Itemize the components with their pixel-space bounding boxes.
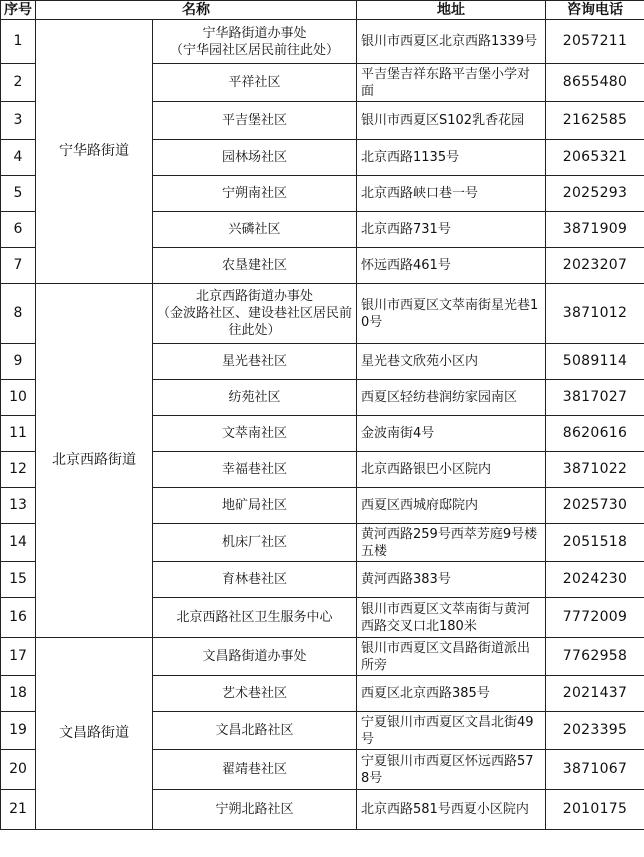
row-index: 1 [1,20,36,64]
community-phone: 2025293 [546,176,644,212]
community-phone: 2025730 [546,488,644,524]
row-index: 4 [1,140,36,176]
community-address: 西夏区轻纺巷润纺家园南区 [357,380,546,416]
table-row [1,638,644,676]
row-index: 12 [1,452,36,488]
community-address: 平吉堡吉祥东路平吉堡小学对面 [357,64,546,102]
row-index: 19 [1,712,36,750]
community-address: 北京西路1135号 [357,140,546,176]
row-index: 6 [1,212,36,248]
community-name: 宁朔南社区 [153,176,357,212]
community-phone: 2024230 [546,562,644,598]
row-index: 15 [1,562,36,598]
community-phone: 2065321 [546,140,644,176]
community-address: 宁夏银川市西夏区怀远西路578号 [357,750,546,790]
community-phone: 2051518 [546,524,644,562]
street-name: 北京西路街道 [36,284,153,638]
community-name: 文昌北路社区 [153,712,357,750]
community-address: 西夏区西城府邸院内 [357,488,546,524]
row-index: 3 [1,102,36,140]
community-name: 艺术巷社区 [153,676,357,712]
community-address: 银川市西夏区文萃南街与黄河西路交叉口北180米 [357,598,546,638]
community-address: 黄河西路259号西萃芳庭9号楼五楼 [357,524,546,562]
header-address: 地址 [357,1,546,20]
community-address: 西夏区北京西路385号 [357,676,546,712]
community-name: 园林场社区 [153,140,357,176]
community-phone: 5089114 [546,344,644,380]
community-phone: 8620616 [546,416,644,452]
community-phone: 7762958 [546,638,644,676]
community-phone: 2023207 [546,248,644,284]
row-index: 20 [1,750,36,790]
table-header-row [1,1,644,20]
street-name: 宁华路街道 [36,20,153,284]
community-name: 平祥社区 [153,64,357,102]
community-name: 育林巷社区 [153,562,357,598]
community-name: 兴磷社区 [153,212,357,248]
row-index: 5 [1,176,36,212]
community-name: 宁朔北路社区 [153,790,357,830]
community-phone: 3817027 [546,380,644,416]
community-phone: 2057211 [546,20,644,64]
row-index: 14 [1,524,36,562]
header-phone: 咨询电话 [546,1,644,20]
community-address: 银川市西夏区S102乳香花园 [357,102,546,140]
row-index: 11 [1,416,36,452]
community-address: 北京西路581号西夏小区院内 [357,790,546,830]
header-name: 名称 [36,1,357,20]
community-name: 机床厂社区 [153,524,357,562]
community-address: 星光巷文欣苑小区内 [357,344,546,380]
community-name: 北京西路社区卫生服务中心 [153,598,357,638]
row-index: 18 [1,676,36,712]
community-address: 银川市西夏区文昌路街道派出所旁 [357,638,546,676]
row-index: 8 [1,284,36,344]
community-name: 翟靖巷社区 [153,750,357,790]
community-phone: 7772009 [546,598,644,638]
row-index: 13 [1,488,36,524]
community-address: 银川市西夏区文萃南街星光巷10号 [357,284,546,344]
table-body [1,20,644,830]
community-name: 文昌路街道办事处 [153,638,357,676]
community-name: 宁华路街道办事处 （宁华园社区居民前往此处） [153,20,357,64]
table-row [1,20,644,64]
street-name: 文昌路街道 [36,638,153,830]
community-phone: 3871067 [546,750,644,790]
community-phone: 2162585 [546,102,644,140]
row-index: 2 [1,64,36,102]
community-phone: 3871909 [546,212,644,248]
row-index: 9 [1,344,36,380]
community-phone: 8655480 [546,64,644,102]
community-address: 银川市西夏区北京西路1339号 [357,20,546,64]
community-phone: 3871012 [546,284,644,344]
community-address: 怀远西路461号 [357,248,546,284]
community-name: 星光巷社区 [153,344,357,380]
community-address: 北京西路银巴小区院内 [357,452,546,488]
community-name: 北京西路街道办事处 （金波路社区、建设巷社区居民前往此处） [153,284,357,344]
row-index: 7 [1,248,36,284]
community-name: 平吉堡社区 [153,102,357,140]
community-name: 文萃南社区 [153,416,357,452]
row-index: 17 [1,638,36,676]
community-address: 北京西路峡口巷一号 [357,176,546,212]
community-address: 金波南街4号 [357,416,546,452]
community-phone: 2023395 [546,712,644,750]
row-index: 21 [1,790,36,830]
community-phone: 2010175 [546,790,644,830]
row-index: 16 [1,598,36,638]
community-name: 地矿局社区 [153,488,357,524]
community-name: 纺苑社区 [153,380,357,416]
community-address: 宁夏银川市西夏区文昌北街49号 [357,712,546,750]
row-index: 10 [1,380,36,416]
community-name: 幸福巷社区 [153,452,357,488]
table-row [1,284,644,344]
community-phone: 3871022 [546,452,644,488]
header-idx: 序号 [1,1,36,20]
community-name: 农垦建社区 [153,248,357,284]
community-address: 黄河西路383号 [357,562,546,598]
community-phone: 2021437 [546,676,644,712]
community-address: 北京西路731号 [357,212,546,248]
